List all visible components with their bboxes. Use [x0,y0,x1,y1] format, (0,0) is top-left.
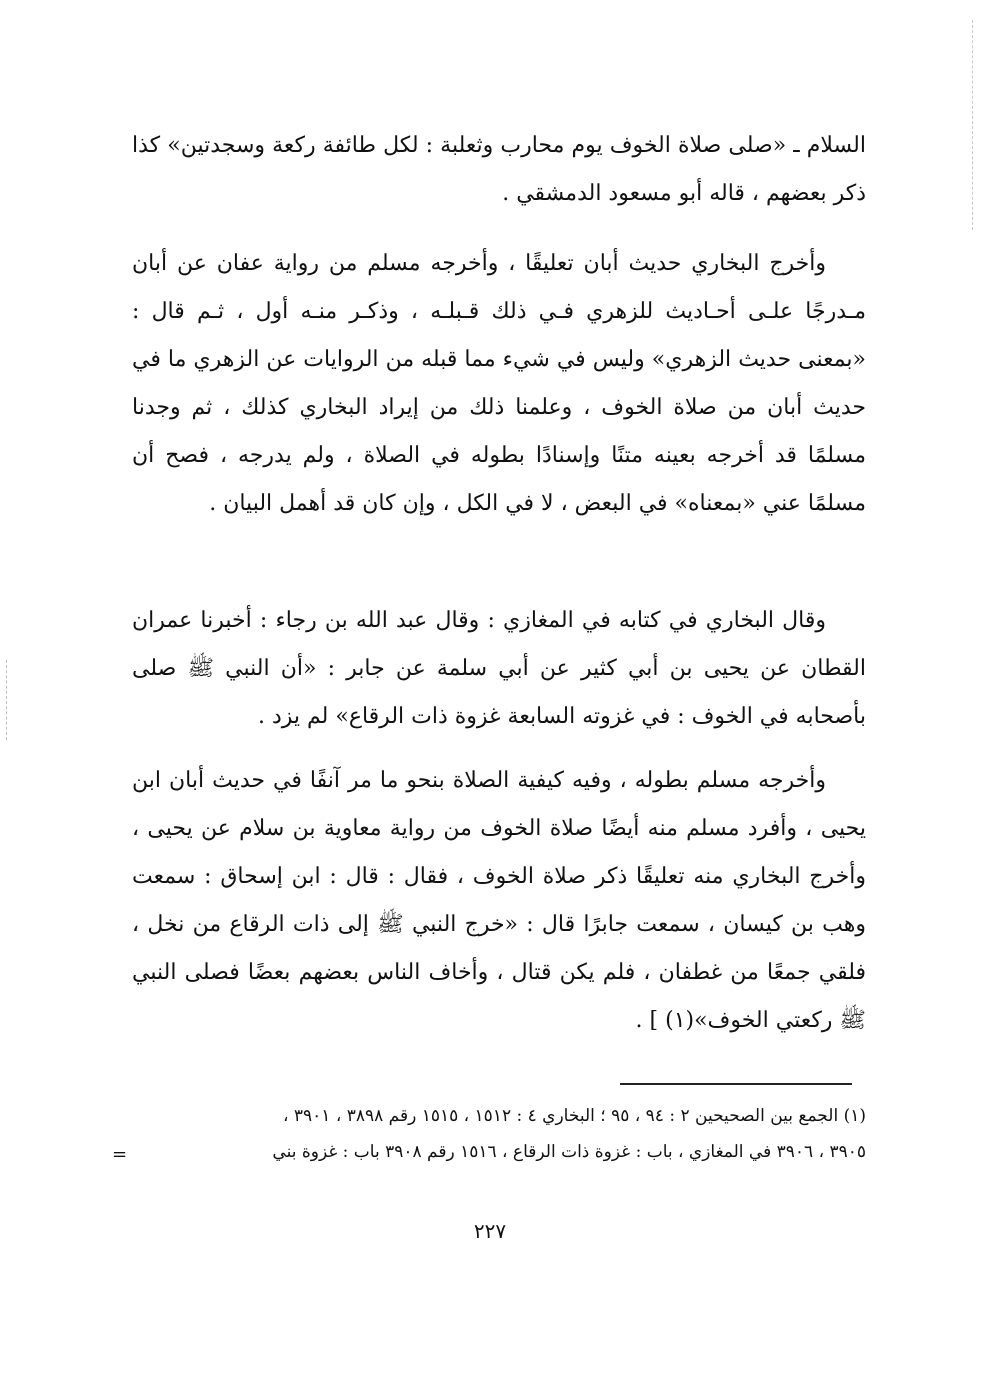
footnote-line: ٣٩٠٥ ، ٣٩٠٦ في المغازي ، باب : غزوة ذات الرقاع ، ١٥١٦ رقم ٣٩٠٨ باب : غزوة بني [272,1142,866,1162]
scan-edge-artifact [972,20,973,230]
paragraph-text: وأخرج البخاري حديث أبان تعليقًا ، وأخرجه مسلم من رواية عفان عن أبان مـدرجًا علـى أحـاديث للزهري فـي ذلك قـبلـه ، وذكـر منـه أول ، ثـم قال : «بمعنى حديث الزهري» وليس في شيء مما قبله من الروايات عن الزهري ما في حديث أبان من صلاة الخوف ، وعلمنا ذلك من إيراد البخاري كذلك ، ثم وجدنا مسلمًا قد أخرجه بعينه متنًا وإسنادًا بطوله في الصلاة ، ولم يدرجه ، فصح أن مسلمًا عني «بمعناه» في البعض ، لا في الكل ، وإن كان قد أهمل البيان . [132,251,866,516]
paragraph-text: السلام ـ «صلى صلاة الخوف يوم محارب وثعلبة : لكل طائفة ركعة وسجدتين» كذا ذكر بعضهم ، قاله أبو مسعود الدمشقي . [132,133,866,206]
paragraph-2 [132,240,866,528]
paragraph-3 [132,597,866,741]
paragraph-text: وأخرجه مسلم بطوله ، وفيه كيفية الصلاة بنحو ما مر آنفًا في حديث أبان ابن يحيى ، وأفرد مسلم منه أيضًا صلاة الخوف من رواية معاوية بن سلام عن يحيى ، وأخرج البخاري منه تعليقًا ذكر صلاة الخوف ، فقال : قال : ابن إسحاق : سمعت وهب بن كيسان ، سمعت جابرًا قال : «خرج النبي ﷺ إلى ذات الرقاع من نخل ، فلقي جمعًا من غطفان ، فلم يكن قتال ، وأخاف الناس بعضهم بعضًا فصلى النبي ﷺ ركعتي الخوف»(١) ] . [132,768,866,1033]
footnotes [132,1098,866,1170]
footnote-separator [620,1083,852,1085]
page-number: ٢٢٧ [473,1219,507,1243]
paragraph-text: وقال البخاري في كتابه في المغازي : وقال عبد الله بن رجاء : أخبرنا عمران القطان عن يحيى بن أبي كثير عن أبي سلمة عن جابر : «أن النبي ﷺ صلى بأصحابه في الخوف : في غزوته السابعة غزوة ذات الرقاع» لم يزد . [132,608,866,729]
footnote-line: (١) الجمع بين الصحيحين ٢ : ٩٤ ، ٩٥ ؛ البخاري ٤ : ١٥١٢ ، ١٥١٥ رقم ٣٨٩٨ ، ٣٩٠١ ، [283,1106,866,1126]
continuation-mark: = [112,1144,128,1165]
scan-edge-artifact [6,660,7,740]
paragraph-4 [132,757,866,1045]
paragraph-1 [132,122,866,218]
